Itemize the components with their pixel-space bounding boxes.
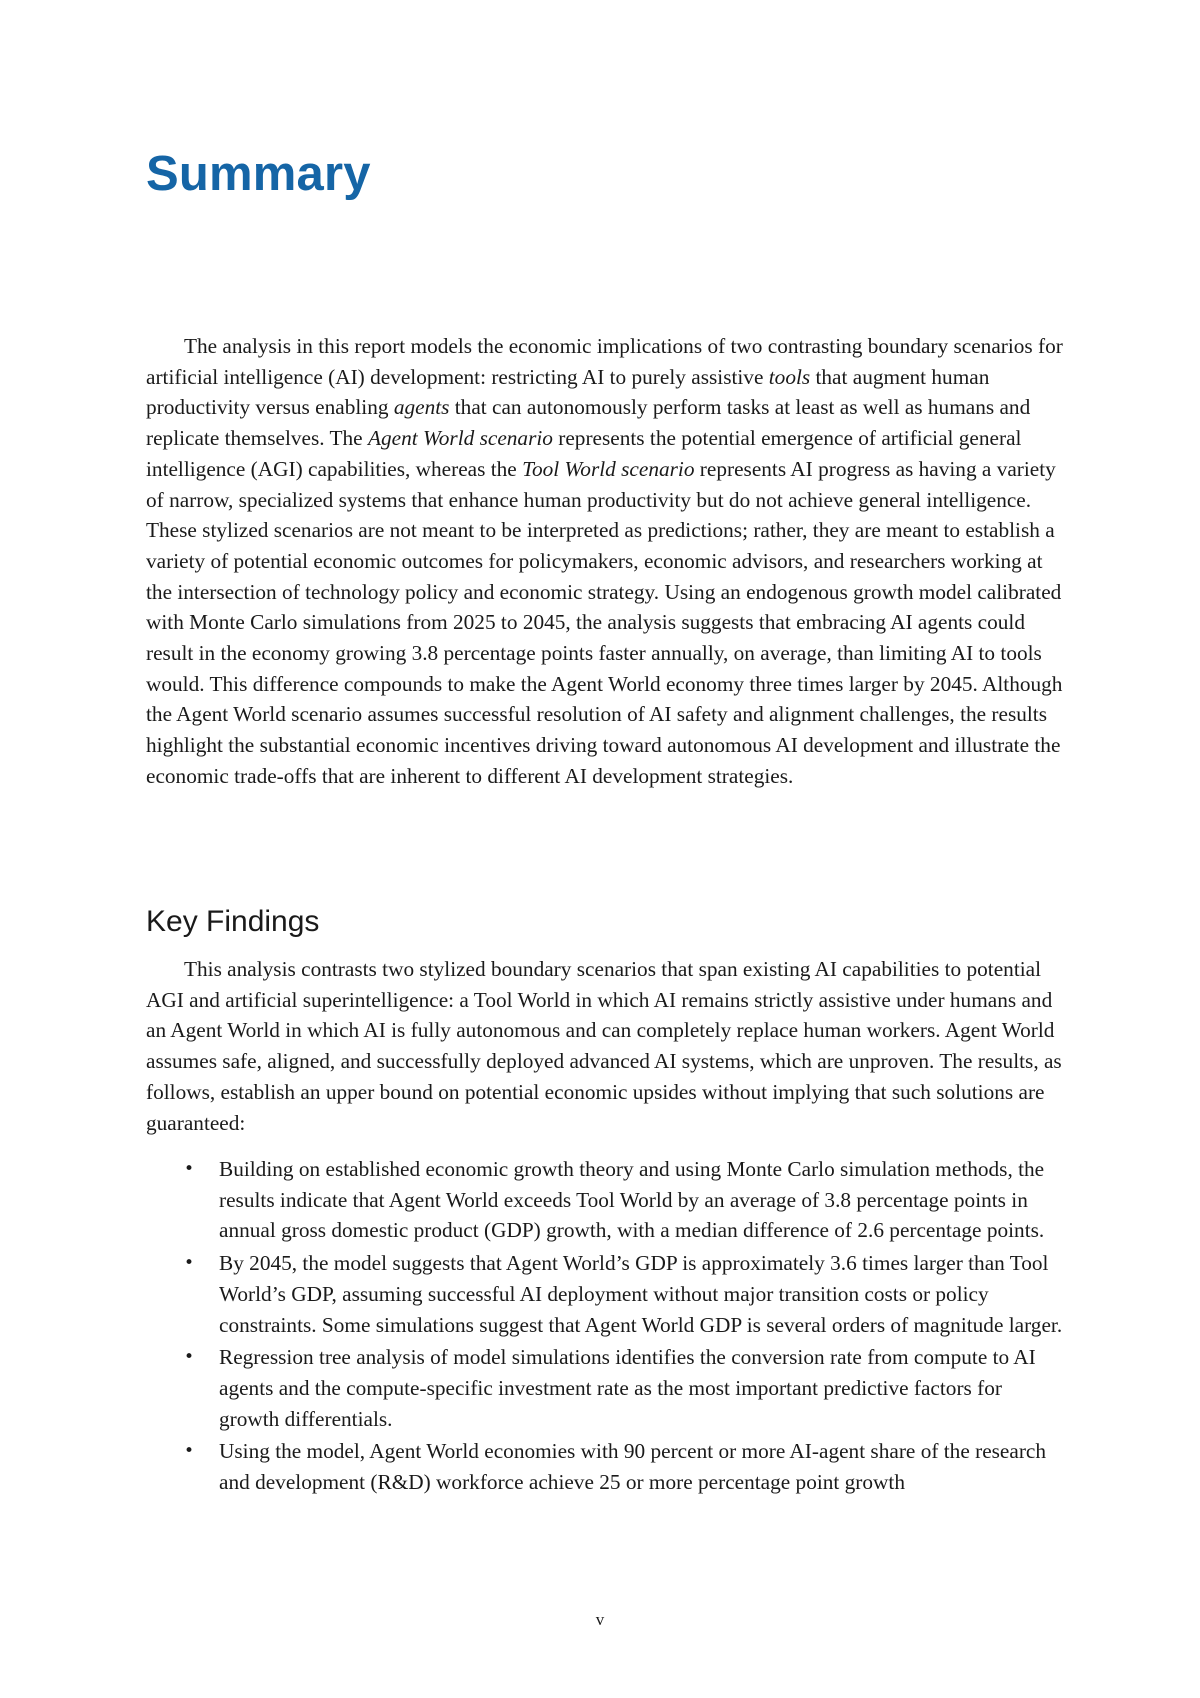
finding-text: Building on established economic growth theory and using Monte Carlo simulation methods, the results indicate that Agent World exceeds Tool World by an average of 3.8 percentage points in annual gross domestic product (GDP) growth, with a median difference of 2.6 percentage points. xyxy=(219,1157,1045,1243)
summary-text-1: The analysis in this report models the economic implications of two contrasting boundary scenarios for artificial intelligence (AI) development: restricting AI to purely assistive xyxy=(146,334,1063,389)
finding-item xyxy=(146,1342,1066,1434)
summary-text-5: represents AI progress as having a variety of narrow, specialized systems that enhance human productivity but do not achieve general intelligence. These stylized scenarios are not meant to be interpreted as predictions; rather, they are meant to establish a variety of potential economic outcomes for policymakers, economic advisors, and researchers working at the intersection of technology policy and economic strategy. Using an endogenous growth model calibrated with Monte Carlo simulations from 2025 to 2045, the analysis suggests that embracing AI agents could result in the economy growing 3.8 percentage points faster annually, on average, than limiting AI to tools would. This difference compounds to make the Agent World economy three times larger by 2045. Although the Agent World scenario assumes successful resolution of AI safety and alignment challenges, the results highlight the substantial economic incentives driving toward autonomous AI development and illustrate the economic trade-offs that are inherent to different AI development strategies. xyxy=(146,456,1063,788)
bullet-icon: • xyxy=(184,1159,195,1179)
finding-text: By 2045, the model suggests that Agent World’s GDP is approximately 3.6 times larger than Tool World’s GDP, assuming successful AI deployment without major transition costs or policy constraints. Some simulations suggest that Agent World GDP is several orders of magnitude larger. xyxy=(219,1251,1063,1337)
summary-text-4: represents the potential emergence of artificial general intelligence (AGI) capabilities, whereas the xyxy=(146,426,1022,481)
finding-text: Regression tree analysis of model simulations identifies the conversion rate from compute to AI agents and the compute-specific investment rate as the most important predictive factors for growth differentials. xyxy=(219,1345,1036,1431)
bullet-icon: • xyxy=(184,1441,195,1462)
tools-term: tools xyxy=(768,364,811,389)
bullet-icon: • xyxy=(184,1253,195,1274)
summary-text-3: that can autonomously perform tasks at least as well as humans and replicate themselves. The xyxy=(146,395,1031,451)
finding-text: Using the model, Agent World economies with 90 percent or more AI-agent share of the research and development (R&D) workforce achieve 25 or more percentage point growth xyxy=(219,1439,1047,1495)
key-findings-list xyxy=(146,1154,1066,1500)
finding-item xyxy=(146,1154,1066,1246)
summary-text-2: that augment human productivity versus enabling xyxy=(146,364,990,420)
agents-term: agents xyxy=(393,395,450,420)
finding-item xyxy=(146,1436,1066,1497)
finding-item xyxy=(146,1248,1066,1340)
bullet-icon: • xyxy=(184,1347,195,1368)
summary-paragraph xyxy=(146,331,1066,792)
key-findings-intro: This analysis contrasts two stylized boundary scenarios that span existing AI capabilities to potential AGI and artificial superintelligence: a Tool World in which AI remains strictly assistive under humans and an Agent World in which AI is fully autonomous and can completely replace human workers. Agent World assumes safe, aligned, and successfully deployed advanced AI systems, which are unproven. The results, as follows, establish an upper bound on potential economic upsides without implying that such solutions are guaranteed: xyxy=(146,957,1062,1135)
page-title: Summary xyxy=(146,147,371,201)
tool-world-scenario-term: Tool World scenario xyxy=(522,456,695,481)
key-findings-heading: Key Findings xyxy=(146,905,320,938)
page-number: v xyxy=(595,1610,605,1629)
agent-world-scenario-term: Agent World scenario xyxy=(367,426,553,451)
